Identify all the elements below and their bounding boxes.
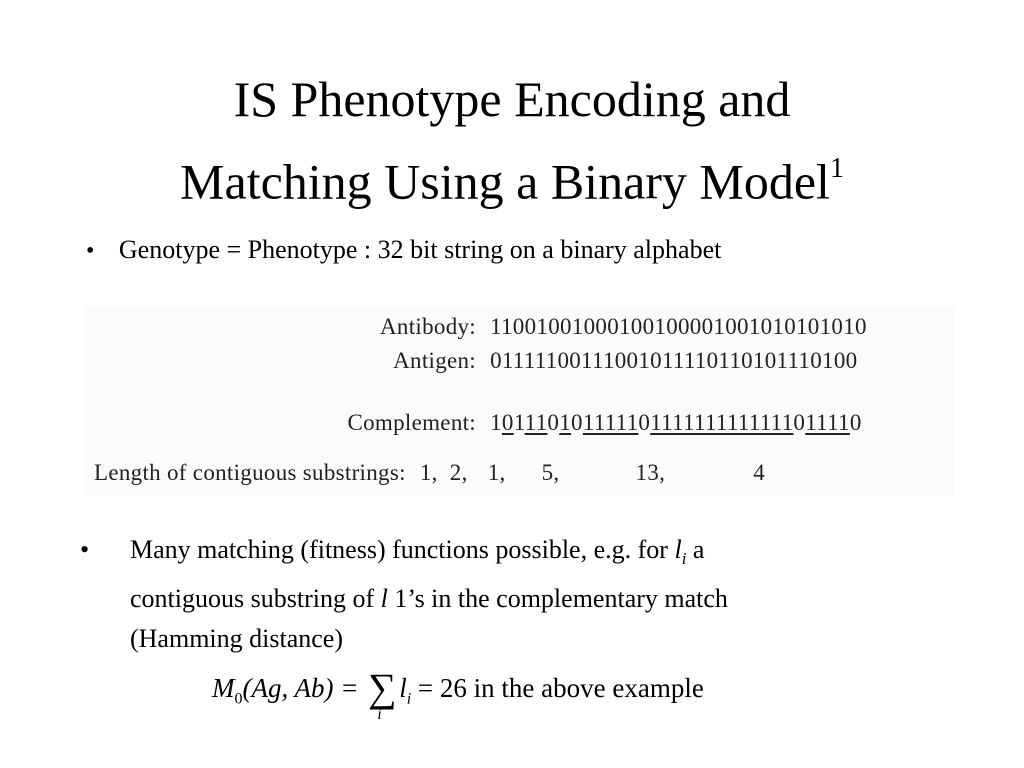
- length-value: 13,: [635, 460, 666, 485]
- complement-bit: 1: [513, 410, 525, 435]
- sum-index: i: [377, 706, 382, 723]
- sum-symbol: ∑: [367, 665, 397, 710]
- bullet-2-line-2: [130, 579, 990, 619]
- var-l: l: [380, 584, 388, 614]
- length-value: 4: [753, 460, 766, 485]
- length-row: [94, 460, 765, 486]
- formula-value: = 26: [417, 673, 467, 703]
- bullet-2-line-3: (Hamming distance): [130, 624, 343, 654]
- complement-bit: 1: [490, 410, 502, 435]
- formula-suffix: in the above example: [473, 673, 704, 703]
- formula-args: (Ag, Ab) =: [242, 673, 359, 703]
- complement-bit: 0: [547, 410, 560, 435]
- var-l: l: [674, 535, 682, 564]
- slide-title-text: Matching Using a Binary Model: [180, 153, 830, 210]
- complement-row: [84, 410, 862, 436]
- bullet-2-text: contiguous substring of: [130, 584, 381, 614]
- complement-run-underlined: 1: [559, 410, 572, 435]
- bullet-2-text: Many matching (fitness) functions possible, e.g. for: [130, 535, 675, 564]
- complement-run-underlined: 1111111111111: [650, 410, 794, 435]
- antibody-row: [84, 314, 867, 340]
- length-value: 1,: [419, 460, 438, 485]
- slide-title-line-1: IS Phenotype Encoding and: [233, 71, 791, 127]
- bullet-2-text: 1’s in the complementary match: [387, 584, 728, 614]
- bullet-2-dot: •: [80, 535, 90, 564]
- bullet-2-line-1: [130, 530, 990, 579]
- antibody-label: Antibody:: [380, 314, 476, 339]
- formula-sum: [365, 660, 399, 723]
- formula-m-sub: 0: [234, 690, 243, 708]
- formula-l-sub: i: [406, 690, 412, 708]
- bullet-1: [86, 230, 721, 271]
- length-value: 2,: [449, 460, 468, 485]
- binary-match-figure: [84, 306, 954, 496]
- antibody-bits: 11001001000100100001001010101010: [490, 314, 867, 339]
- bullet-2: [130, 530, 990, 659]
- complement-bit: 0: [638, 410, 651, 435]
- antigen-row: [84, 348, 857, 374]
- var-sub-i: i: [681, 549, 687, 569]
- antigen-bits: 01111100111001011110110101110100: [490, 348, 858, 373]
- complement-label: Complement:: [347, 410, 476, 435]
- complement-run-underlined: 11: [524, 410, 548, 435]
- bullet-1-text: Genotype = Phenotype : 32 bit string on a binary alphabet: [118, 235, 722, 264]
- formula-l: l: [399, 673, 407, 703]
- length-value: 1,: [487, 460, 506, 485]
- antigen-label: Antigen:: [393, 348, 476, 373]
- length-label: Length of contiguous substrings:: [94, 460, 406, 485]
- complement-bit: 0: [793, 410, 806, 435]
- formula-m: M: [212, 673, 235, 703]
- complement-bit: 0: [571, 410, 583, 435]
- fitness-formula: [212, 660, 704, 723]
- complement-run-underlined: 0: [501, 410, 514, 435]
- complement-run-underlined: 1111: [805, 410, 850, 435]
- bullet-dot: •: [86, 238, 95, 264]
- complement-bits: [490, 410, 862, 435]
- complement-bit: 0: [849, 410, 862, 435]
- complement-run-underlined: 11111: [582, 410, 639, 435]
- bullet-2-text: a: [686, 535, 705, 564]
- length-value: 5,: [541, 460, 560, 485]
- title-footnote-marker: 1: [829, 153, 844, 184]
- slide-title-line-2: [0, 144, 1024, 211]
